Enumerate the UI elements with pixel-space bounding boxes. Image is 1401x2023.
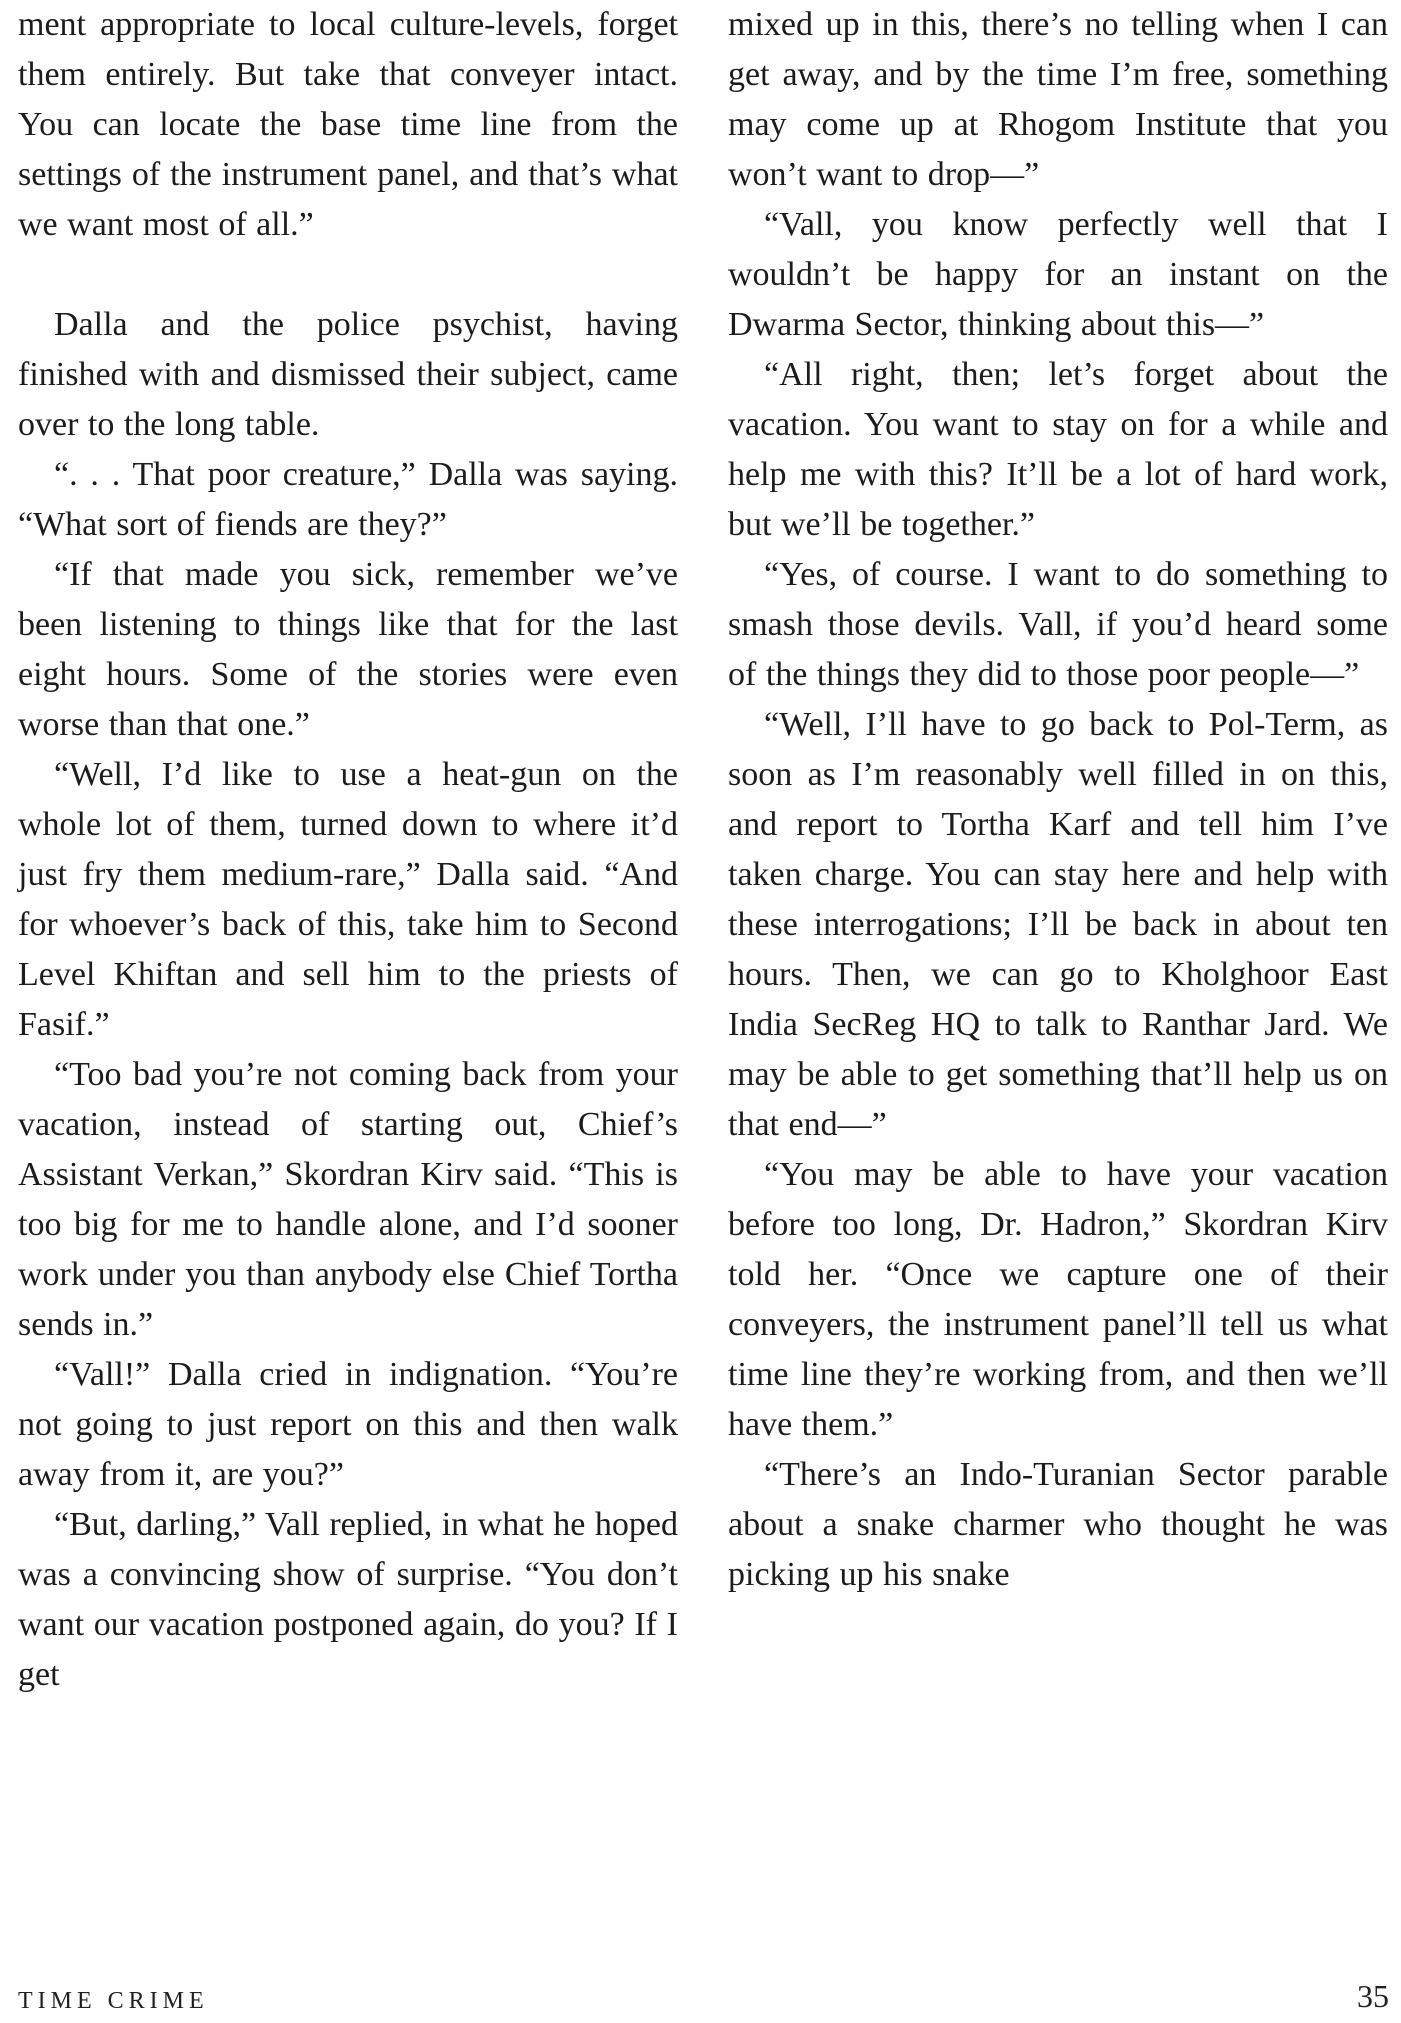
paragraph: “Yes, of course. I want to do something to smash those devils. Vall, if you’d heard some of the things they did to those poor people—” [728, 556, 1388, 693]
paragraph: mixed up in this, there’s no telling when I can get away, and by the time I’m free, something may come up at Rhogom Institute that you won’t want to drop—” [728, 6, 1388, 193]
paragraph: “. . . That poor creature,” Dalla was saying. “What sort of fiends are they?” [18, 456, 678, 543]
paragraph: “Too bad you’re not coming back from your vacation, instead of starting out, Chief’s Assistant Verkan,” Skordran Kirv said. “This is too big for me to handle alone, and I’d sooner work under you than anybody else Chief Tortha sends in.” [18, 1056, 678, 1343]
paragraph: “But, darling,” Vall replied, in what he hoped was a convincing show of surprise. “You don’t want our vacation postponed again, do you? If I get [18, 1506, 678, 1693]
paragraph: “All right, then; let’s forget about the vacation. You want to stay on for a while and help me with this? It’ll be a lot of hard work, but we’ll be together.” [728, 356, 1388, 543]
paragraph: ment appropriate to local culture-levels, forget them entirely. But take that conveyer intact. You can locate the base time line from the settings of the instrument panel, and that’s what we want most of all.” [18, 6, 678, 243]
left-text-column [18, 0, 678, 1700]
paragraph: “Well, I’ll have to go back to Pol-Term, as soon as I’m reasonably well filled in on this, and report to Tortha Karf and tell him I’ve taken charge. You can stay here and help with these interrogations; I’ll be back in about ten hours. Then, we can go to Kholghoor East India SecReg HQ to talk to Ranthar Jard. We may be able to get something that’ll help us on that end—” [728, 706, 1388, 1143]
page-number: 35 [1357, 1978, 1389, 2014]
paragraph: “There’s an Indo-Turanian Sector parable about a snake charmer who thought he was picking up his snake [728, 1456, 1388, 1593]
paragraph: “If that made you sick, remember we’ve been listening to things like that for the last eight hours. Some of the stories were even worse than that one.” [18, 556, 678, 743]
paragraph: “Vall, you know perfectly well that I wouldn’t be happy for an instant on the Dwarma Sector, thinking about this—” [728, 206, 1388, 343]
paragraph: Dalla and the police psychist, having finished with and dismissed their subject, came over to the long table. [18, 306, 678, 443]
paragraph: “Vall!” Dalla cried in indignation. “You’re not going to just report on this and then walk away from it, are you?” [18, 1356, 678, 1493]
paragraph: “Well, I’d like to use a heat-gun on the whole lot of them, turned down to where it’d just fry them medium-rare,” Dalla said. “And for whoever’s back of this, take him to Second Level Khiftan and sell him to the priests of Fasif.” [18, 756, 678, 1043]
running-footer-title: TIME CRIME [18, 1988, 209, 2014]
right-text-column [728, 0, 1388, 1600]
paragraph: “You may be able to have your vacation before too long, Dr. Hadron,” Skordran Kirv told her. “Once we capture one of their conveyers, the instrument panel’ll tell us what time line they’re working from, and then we’ll have them.” [728, 1156, 1388, 1443]
